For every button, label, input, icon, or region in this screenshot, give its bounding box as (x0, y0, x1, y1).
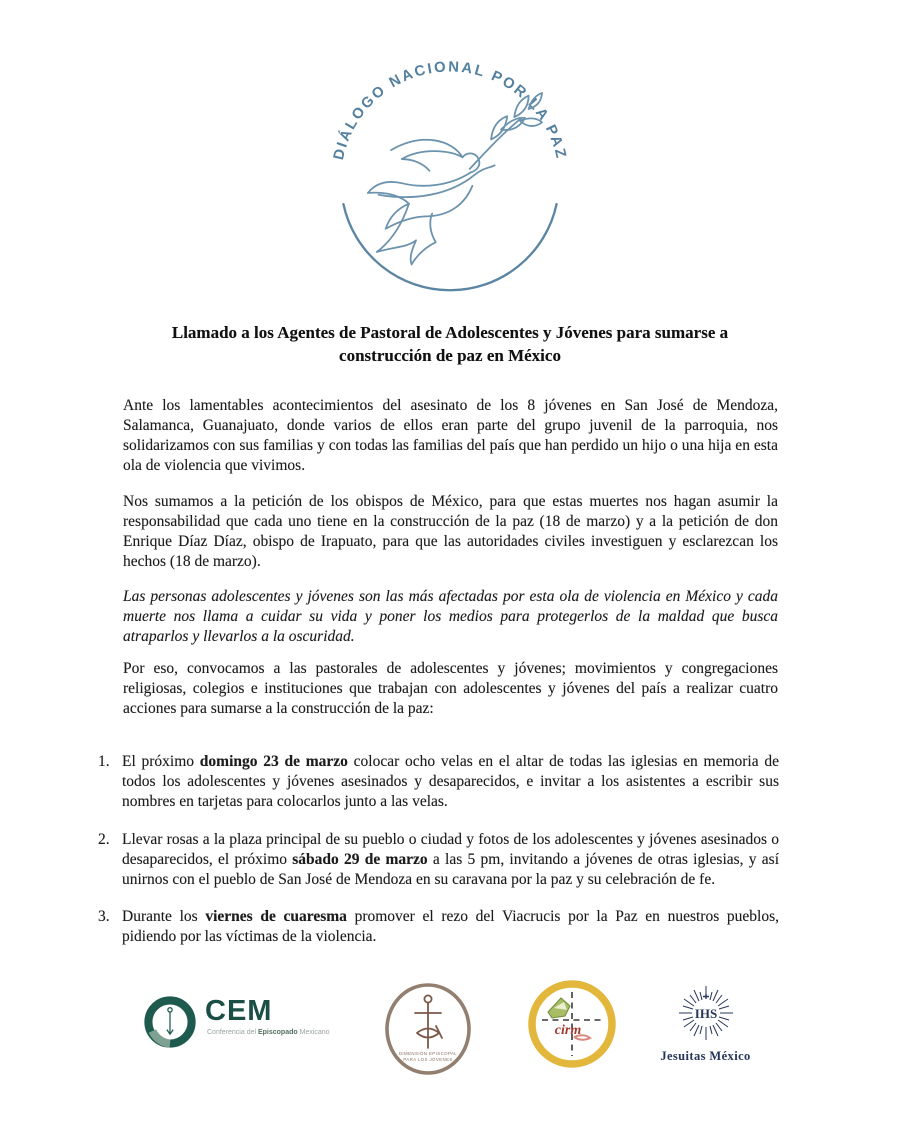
jesuitas-mexico-logo (648, 984, 763, 1064)
list-item-3 (98, 907, 779, 947)
jesuitas-mexico-label: Jesuitas México (660, 1049, 751, 1063)
cross-fish-icon (384, 982, 472, 1076)
cirm-logo (528, 980, 616, 1073)
list-item-3-text-post: promover el rezo del Viacrucis por la Paz en nuestros pueblos, pidiendo por las víctimas de la violencia. (122, 908, 779, 945)
cem-subtitle (207, 1029, 347, 1036)
paragraph-2: Nos sumamos a la petición de los obispos de México, para que estas muertes nos hagan asumir la responsabilidad que cada uno tiene en la construcción de la paz (18 de marzo) y a la petición de don Enrique Díaz Díaz, obispo de Irapuato, para que las autoridades civiles investiguen y esclarezcan los hechos (18 de marzo). (123, 493, 778, 570)
list-item-2 (98, 830, 779, 890)
paragraph-4: Por eso, convocamos a las pastorales de adolescentes y jóvenes; movimientos y congregaciones religiosas, colegios e instituciones que trabajan con adolescentes y jóvenes del país a realizar cuatro acciones para sumarse a la construcción de la paz: (123, 660, 778, 717)
document-title-line1: Llamado a los Agentes de Pastoral de Adolescentes y Jóvenes para sumarse a (171, 323, 729, 342)
list-item-2-text-pre: Llevar rosas a la plaza principal de su pueblo o ciudad y fotos de los adolescentes y jóvenes asesinados o desaparecidos, el próximo (122, 831, 779, 868)
dimension-episcopal-text-line1: DIMENSIÓN EPISCOPAL (398, 1051, 458, 1056)
cem-crozier-icon (143, 995, 197, 1049)
dove-peace-logo-graphic (316, 34, 584, 302)
logo-circle-arc (343, 204, 556, 290)
logo-arc-text: DIÁLOGO NACIONAL POR LA PAZ (330, 59, 569, 162)
list-item-3-text-bold: viernes de cuaresma (205, 908, 347, 925)
list-item-1-text-bold: domingo 23 de marzo (199, 753, 348, 770)
dimension-episcopal-text-line2: PARA LOS JÓVENES (403, 1057, 453, 1062)
paragraph-3-italic: Las personas adolescentes y jóvenes son las más afectadas por esta ola de violencia en México y cada muerte nos llama a cuidar su vida y poner los medios para protegerlos de la maldad que busca atraparlos y llevarlos a la oscuridad. (123, 588, 778, 645)
list-item-1 (98, 752, 779, 812)
list-item-3-number: 3. (98, 908, 110, 925)
list-item-1-text-pre: El próximo (122, 753, 200, 770)
list-item-2-text-bold: sábado 29 de marzo (292, 851, 428, 868)
cem-subtitle-bold: Episcopado (257, 1029, 298, 1036)
dove-icon (368, 93, 542, 265)
cirm-script-text: cirm (554, 1023, 582, 1038)
cem-wordmark: CEM (205, 995, 273, 1027)
cem-logo (143, 993, 348, 1055)
list-item-2-text-post: a las 5 pm, invitando a jóvenes de otras iglesias, y así unirnos con el pueblo de San José de Mendoza en su caravana por la paz y su celebración de fe. (122, 851, 780, 888)
ihs-monogram: IHS (694, 1006, 717, 1021)
document-title-line2: construcción de paz en México (339, 346, 561, 365)
list-item-1-number: 1. (98, 753, 110, 770)
list-item-1-text-post: colocar ocho velas en el altar de todas las iglesias en memoria de todos los adolescentes y jóvenes asesinados y desaparecidos, e invitar a los asistentes a escribir sus nombres en tarjetas para colocarlos junto a las velas. (122, 753, 779, 810)
cirm-icon (528, 980, 616, 1068)
dialogo-nacional-logo (316, 34, 584, 302)
cem-subtitle-pre: Conferencia del (207, 1029, 258, 1036)
ihs-sunburst-icon (671, 984, 741, 1042)
list-item-3-text-pre: Durante los (122, 908, 206, 925)
list-item-2-number: 2. (98, 831, 110, 848)
document-title (0, 321, 900, 367)
cem-subtitle-post: Mexicano (297, 1029, 330, 1036)
dimension-episcopal-logo (384, 982, 472, 1081)
paragraph-1: Ante los lamentables acontecimientos del asesinato de los 8 jóvenes en San José de Mendoza, Salamanca, Guanajuato, donde varios de ellos eran parte del grupo juvenil de la parroquia, nos solidarizamos con sus familias y con todas las familias del país que han perdido un hijo o una hija en esta ola de violencia que vivimos. (123, 397, 778, 474)
